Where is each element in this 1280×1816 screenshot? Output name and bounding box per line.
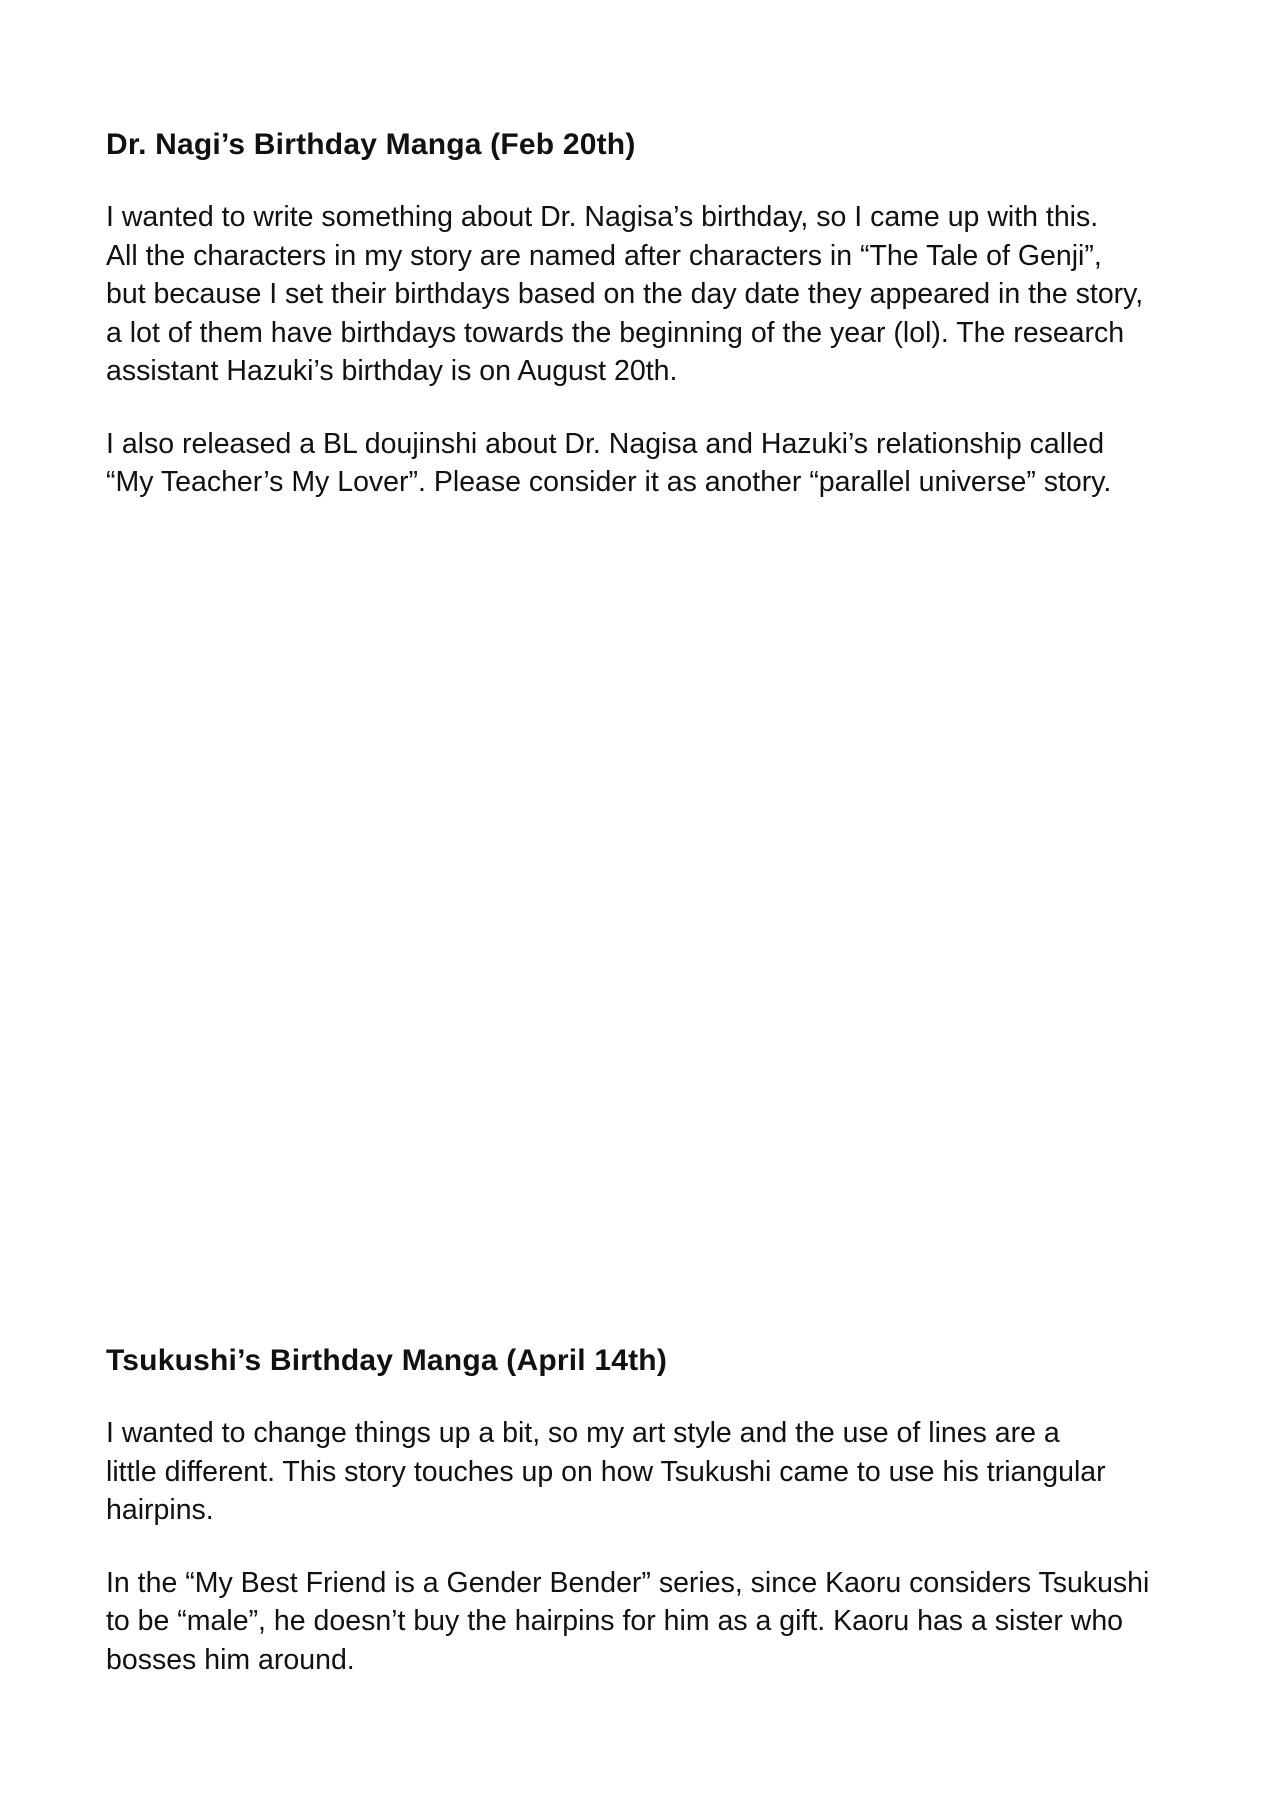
section-heading: Dr. Nagi’s Birthday Manga (Feb 20th) (106, 128, 636, 161)
text-line: bosses him around. (106, 1643, 355, 1676)
text-line: little different. This story touches up on how Tsukushi came to use his triangular (106, 1455, 1106, 1488)
section-heading: Tsukushi’s Birthday Manga (April 14th) (106, 1344, 668, 1377)
paragraph (106, 1564, 1226, 1680)
paragraph (106, 198, 1226, 391)
paragraph (106, 1414, 1226, 1530)
text-line: I wanted to write something about Dr. Nagisa’s birthday, so I came up with this. (106, 201, 1099, 233)
text-line: All the characters in my story are named after characters in “The Tale of Genji”, (106, 239, 1102, 272)
text-line: I wanted to change things up a bit, so my art style and the use of lines are a (106, 1417, 1060, 1449)
paragraph (106, 425, 1226, 502)
section-dr-nagi-birthday (106, 126, 1226, 536)
text-line: I also released a BL doujinshi about Dr. Nagisa and Hazuki’s relationship called (106, 427, 1105, 460)
text-line: but because I set their birthdays based on the day date they appeared in the story, (106, 278, 1144, 310)
text-line: hairpins. (106, 1494, 214, 1526)
text-line: In the “My Best Friend is a Gender Bender” series, since Kaoru considers Tsukushi (106, 1566, 1150, 1599)
text-line: “My Teacher’s My Lover”. Please consider it as another “parallel universe” story. (106, 466, 1112, 498)
section-tsukushi-birthday (106, 1342, 1226, 1713)
text-line: a lot of them have birthdays towards the beginning of the year (lol). The research (106, 316, 1125, 349)
text-line: to be “male”, he doesn’t buy the hairpins for him as a gift. Kaoru has a sister who (106, 1605, 1124, 1637)
text-line: assistant Hazuki’s birthday is on August 20th. (106, 355, 678, 387)
